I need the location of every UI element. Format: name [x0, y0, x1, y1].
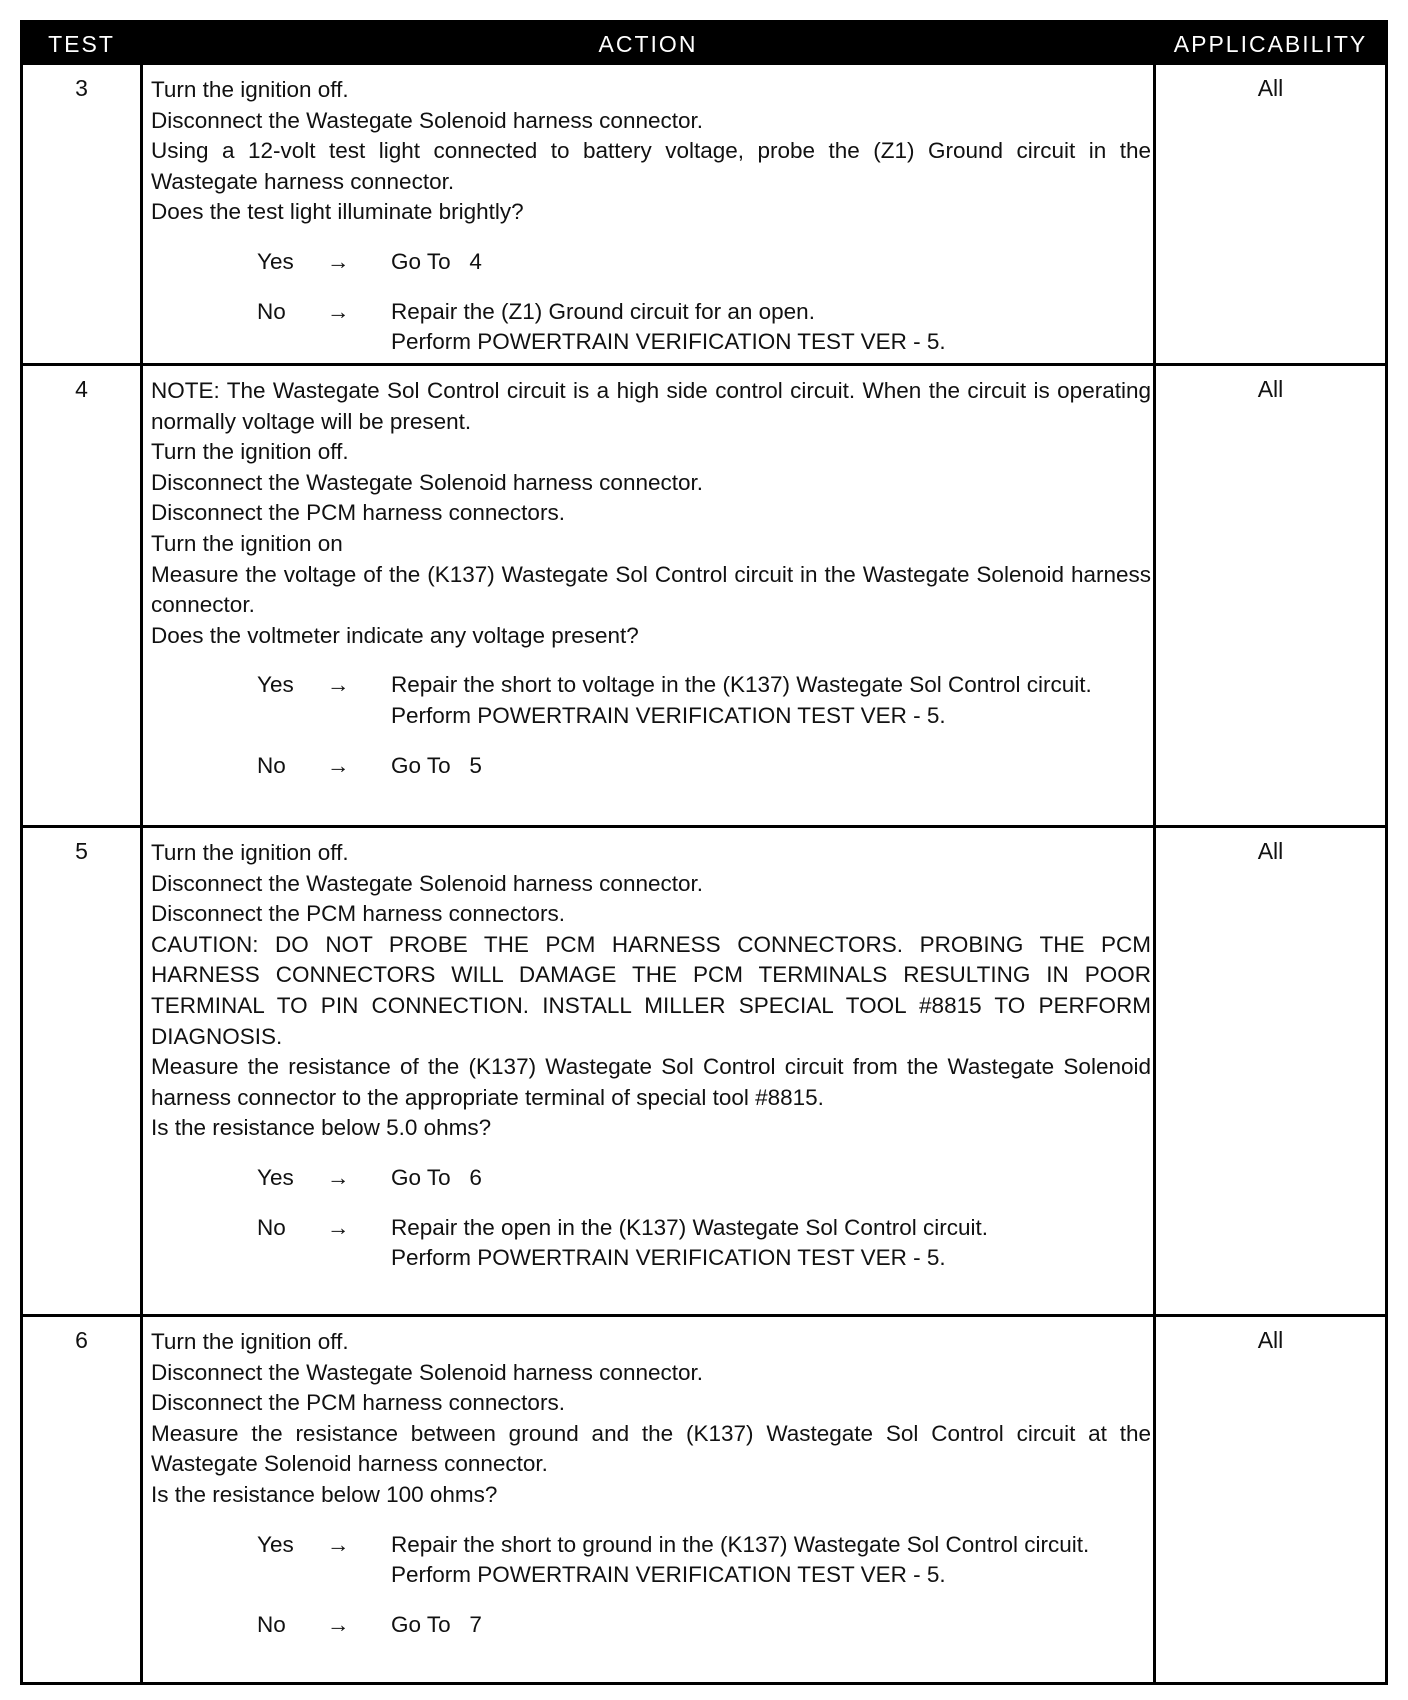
action-caution: CAUTION: DO NOT PROBE THE PCM HARNESS CONNECTORS. PROBING THE PCM HARNESS CONNECTORS WILL DAMAGE THE PCM TERMINALS RESULTING IN POOR TERMINAL TO PIN CONNECTION. INSTALL MILLER SPECIAL TOOL #8815 TO PERFORM DIAGNOSIS. — [151, 931, 1151, 1049]
action-line: Disconnect the PCM harness connectors. — [151, 500, 565, 526]
applicability-value: All — [1257, 75, 1284, 101]
answer-result: Go To 7 — [391, 1611, 482, 1637]
answer-result: Perform POWERTRAIN VERIFICATION TEST VER - 5. — [391, 702, 946, 728]
answer-yes — [151, 247, 1151, 278]
arrow-right-icon: → — [327, 752, 350, 778]
action-line: Disconnect the PCM harness connectors. — [151, 901, 565, 927]
test-number: 3 — [75, 75, 88, 101]
action-line: Turn the ignition off. — [151, 77, 349, 102]
answer-result: Go To 6 — [391, 1164, 482, 1190]
action-line: Disconnect the Wastegate Solenoid harness connector. — [151, 469, 703, 495]
answer-no — [151, 1213, 1151, 1274]
action-line: Disconnect the Wastegate Solenoid harness connector. — [151, 107, 703, 133]
table-row — [23, 1317, 1385, 1682]
action-cell — [151, 1327, 1151, 1640]
answer-no — [151, 297, 1151, 358]
test-number: 6 — [75, 1327, 88, 1353]
answer-yes — [151, 1163, 1151, 1194]
action-line: Disconnect the Wastegate Solenoid harness connector. — [151, 870, 703, 896]
header-applicability: APPLICABILITY — [1173, 31, 1368, 57]
answer-label: Yes — [257, 1531, 294, 1557]
action-line: Using a 12-volt test light connected to battery voltage, probe the (Z1) Ground circuit in the Wastegate harness connector. — [151, 138, 1151, 194]
arrow-right-icon: → — [327, 1214, 350, 1240]
answer-yes — [151, 670, 1151, 731]
action-line: Disconnect the PCM harness connectors. — [151, 1390, 565, 1416]
header-action: ACTION — [598, 31, 698, 57]
action-line: Turn the ignition off. — [151, 1329, 349, 1354]
answer-result: Perform POWERTRAIN VERIFICATION TEST VER - 5. — [391, 1562, 946, 1588]
answer-no — [151, 751, 1151, 782]
action-line: Disconnect the Wastegate Solenoid harness connector. — [151, 1359, 703, 1385]
table-row — [23, 828, 1385, 1314]
answer-result: Repair the short to voltage in the (K137) Wastegate Sol Control circuit. — [391, 672, 1092, 698]
action-note: NOTE: The Wastegate Sol Control circuit is a high side control circuit. When the circuit is operating normally voltage will be present. — [151, 378, 1151, 434]
arrow-right-icon: → — [327, 1164, 350, 1190]
action-cell — [151, 838, 1151, 1274]
table-row — [23, 65, 1385, 363]
answer-result: Repair the short to ground in the (K137) Wastegate Sol Control circuit. — [391, 1531, 1090, 1557]
answer-label: No — [257, 1214, 286, 1240]
arrow-right-icon: → — [327, 248, 350, 274]
table-header — [23, 23, 1385, 65]
answer-label: No — [257, 752, 286, 778]
action-line: Measure the resistance between ground and the (K137) Wastegate Sol Control circuit at the Wastegate Solenoid harness connector. — [151, 1420, 1151, 1477]
answer-result: Go To 4 — [391, 248, 482, 274]
arrow-right-icon: → — [327, 1531, 350, 1557]
action-line: Turn the ignition off. — [151, 439, 349, 465]
table-row — [23, 366, 1385, 825]
answer-yes — [151, 1530, 1151, 1591]
header-test: TEST — [48, 31, 115, 57]
answer-no — [151, 1610, 1151, 1641]
action-cell — [151, 376, 1151, 781]
answer-result: Go To 5 — [391, 752, 482, 778]
test-number: 4 — [75, 376, 88, 402]
action-cell — [151, 75, 1151, 358]
answer-result: Perform POWERTRAIN VERIFICATION TEST VER - 5. — [391, 329, 946, 355]
answer-label: No — [257, 298, 286, 324]
answer-label: Yes — [257, 1164, 294, 1190]
action-question: Does the test light illuminate brightly? — [151, 199, 524, 225]
action-question: Does the voltmeter indicate any voltage present? — [151, 622, 639, 648]
answer-label: Yes — [257, 672, 294, 698]
action-question: Is the resistance below 100 ohms? — [151, 1481, 498, 1507]
action-question: Is the resistance below 5.0 ohms? — [151, 1115, 492, 1141]
arrow-right-icon: → — [327, 672, 350, 698]
applicability-value: All — [1257, 838, 1284, 864]
applicability-value: All — [1257, 376, 1284, 402]
diagnostic-test-table — [20, 20, 1388, 1685]
answer-label: Yes — [257, 248, 294, 274]
action-line: Turn the ignition on — [151, 530, 343, 556]
action-line: Turn the ignition off. — [151, 840, 349, 865]
answer-label: No — [257, 1611, 286, 1637]
applicability-value: All — [1257, 1327, 1284, 1353]
action-line: Measure the voltage of the (K137) Wastegate Sol Control circuit in the Wastegate Solenoid harness connector. — [151, 561, 1151, 618]
answer-result: Repair the (Z1) Ground circuit for an open. — [391, 298, 815, 324]
arrow-right-icon: → — [327, 1611, 350, 1637]
action-line: Measure the resistance of the (K137) Wastegate Sol Control circuit from the Wastegate Solenoid harness connector to the appropriate terminal of special tool #8815. — [151, 1054, 1151, 1110]
answer-result: Perform POWERTRAIN VERIFICATION TEST VER - 5. — [391, 1245, 946, 1271]
test-number: 5 — [75, 838, 88, 864]
arrow-right-icon: → — [327, 298, 350, 324]
answer-result: Repair the open in the (K137) Wastegate Sol Control circuit. — [391, 1214, 988, 1240]
